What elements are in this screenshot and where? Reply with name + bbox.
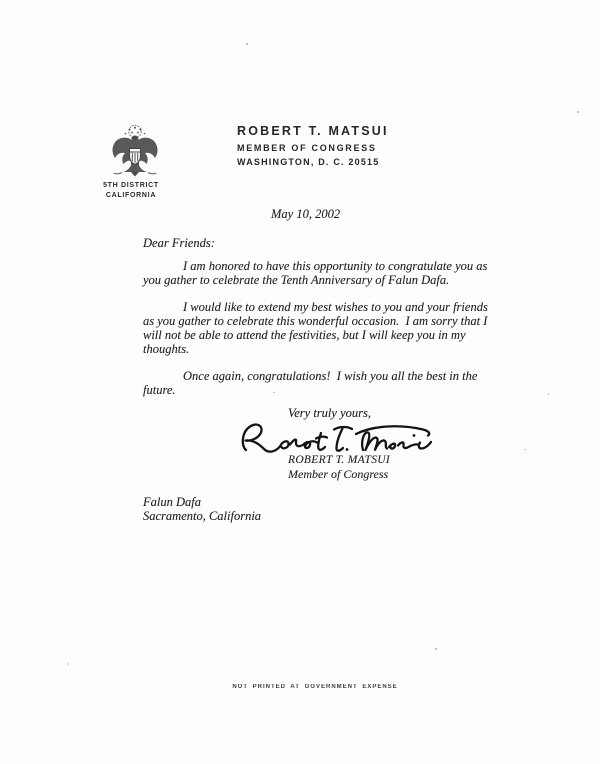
letterhead-block [237,124,389,167]
scan-speck [67,663,68,665]
district-line: 5TH DISTRICT [103,182,159,189]
letterhead-name: ROBERT T. MATSUI [237,124,389,138]
letter-closing: Very truly yours, [288,406,371,420]
scan-speck [577,111,579,113]
letter-salutation: Dear Friends: [143,236,215,250]
letter-paragraph: I am honored to have this opportunity to congratulate you as you gather to celebrate the Tenth Anniversary of Falun Dafa. [143,259,491,287]
letter-date: May 10, 2002 [271,207,341,221]
letterhead-office-line: MEMBER OF CONGRESS [237,143,377,153]
recipient-location: Sacramento, California [143,508,262,523]
letter-body [143,259,491,410]
scan-speck [524,449,526,450]
state-line: CALIFORNIA [105,192,157,199]
recipient-block [143,496,261,523]
scan-speck [246,43,248,45]
letter-paragraph: Once again, congratulations! I wish you all the best in the future. [143,369,481,397]
letterhead-city-line: WASHINGTON, D. C. 20515 [237,157,380,167]
scan-speck [435,648,437,650]
district-label [93,181,169,201]
congressional-eagle-seal-icon [108,122,162,179]
footer-disclaimer: NOT PRINTED AT GOVERNMENT EXPENSE [232,684,398,690]
signature-script [237,419,450,459]
signer-typed-title: Member of Congress [288,467,389,481]
recipient-name: Falun Dafa [143,495,201,509]
letter-paragraph: I would like to extend my best wishes to you and your friends as you gather to celebrate this wonderful occasion. I am sorry that I will not be able to attend the festivities, but I will keep you in my thoughts. [143,300,491,356]
scan-speck [273,392,275,393]
signer-typed-name: ROBERT T. MATSUI [288,454,391,466]
scan-speck [548,393,549,395]
